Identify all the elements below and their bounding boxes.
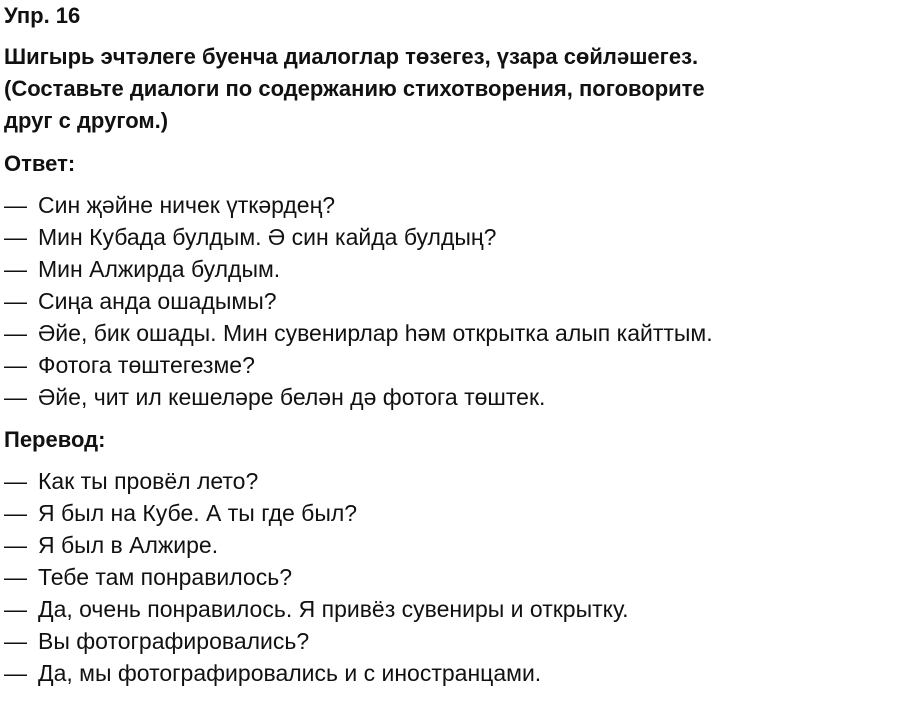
answer-line-text: Сиңа анда ошадымы? bbox=[38, 288, 277, 314]
translation-line-text: Да, очень понравилось. Я привёз сувениры и открытку. bbox=[38, 596, 629, 622]
translation-dialogue bbox=[4, 465, 894, 689]
translation-line-text: Как ты провёл лето? bbox=[38, 468, 259, 494]
answer-label: Ответ: bbox=[4, 151, 76, 176]
dialogue-dash: — bbox=[4, 320, 27, 346]
translation-line bbox=[4, 625, 894, 657]
answer-line bbox=[4, 317, 894, 349]
answer-line bbox=[4, 221, 894, 253]
exercise-page bbox=[4, 0, 894, 689]
dialogue-dash: — bbox=[4, 628, 27, 654]
translation-line bbox=[4, 657, 894, 689]
translation-line-text: Я был на Кубе. А ты где был? bbox=[38, 500, 358, 526]
dialogue-dash: — bbox=[4, 468, 27, 494]
dialogue-dash: — bbox=[4, 256, 27, 282]
answer-line-text: Фотога төштегезме? bbox=[38, 352, 255, 378]
dialogue-dash: — bbox=[4, 288, 27, 314]
task-text: Шигырь эчтәлеге буенча диалоглар төзегез, үзара сөйләшегез. (Составьте диалоги по содержанию стихотворения, поговорите друг с другом.) bbox=[4, 44, 705, 133]
dialogue-dash: — bbox=[4, 384, 27, 410]
answer-dialogue bbox=[4, 189, 894, 413]
dialogue-dash: — bbox=[4, 192, 27, 218]
dialogue-dash: — bbox=[4, 352, 27, 378]
answer-line bbox=[4, 285, 894, 317]
translation-label: Перевод: bbox=[4, 427, 106, 452]
answer-line-text: Син җәйне ничек үткәрдең? bbox=[38, 192, 336, 218]
dialogue-dash: — bbox=[4, 564, 27, 590]
translation-line bbox=[4, 497, 894, 529]
answer-line bbox=[4, 381, 894, 413]
translation-line-text: Тебе там понравилось? bbox=[38, 564, 292, 590]
exercise-title: Упр. 16 bbox=[4, 3, 81, 28]
dialogue-dash: — bbox=[4, 500, 27, 526]
translation-line-text: Я был в Алжире. bbox=[38, 532, 219, 558]
answer-line-text: Әйе, бик ошады. Мин сувенирлар һәм открытка алып кайттым. bbox=[38, 320, 713, 346]
answer-line bbox=[4, 349, 894, 381]
answer-line-text: Әйе, чит ил кешеләре белән дә фотога төштек. bbox=[38, 384, 546, 410]
dialogue-dash: — bbox=[4, 660, 27, 686]
answer-line bbox=[4, 189, 894, 221]
answer-line bbox=[4, 253, 894, 285]
dialogue-dash: — bbox=[4, 596, 27, 622]
translation-line bbox=[4, 593, 894, 625]
translation-line-text: Да, мы фотографировались и с иностранцами. bbox=[38, 660, 542, 686]
translation-line bbox=[4, 465, 894, 497]
translation-line bbox=[4, 561, 894, 593]
answer-line-text: Мин Кубада булдым. Ә син кайда булдың? bbox=[38, 224, 497, 250]
translation-line bbox=[4, 529, 894, 561]
translation-line-text: Вы фотографировались? bbox=[38, 628, 310, 654]
answer-line-text: Мин Алжирда булдым. bbox=[38, 256, 281, 282]
dialogue-dash: — bbox=[4, 224, 27, 250]
dialogue-dash: — bbox=[4, 532, 27, 558]
